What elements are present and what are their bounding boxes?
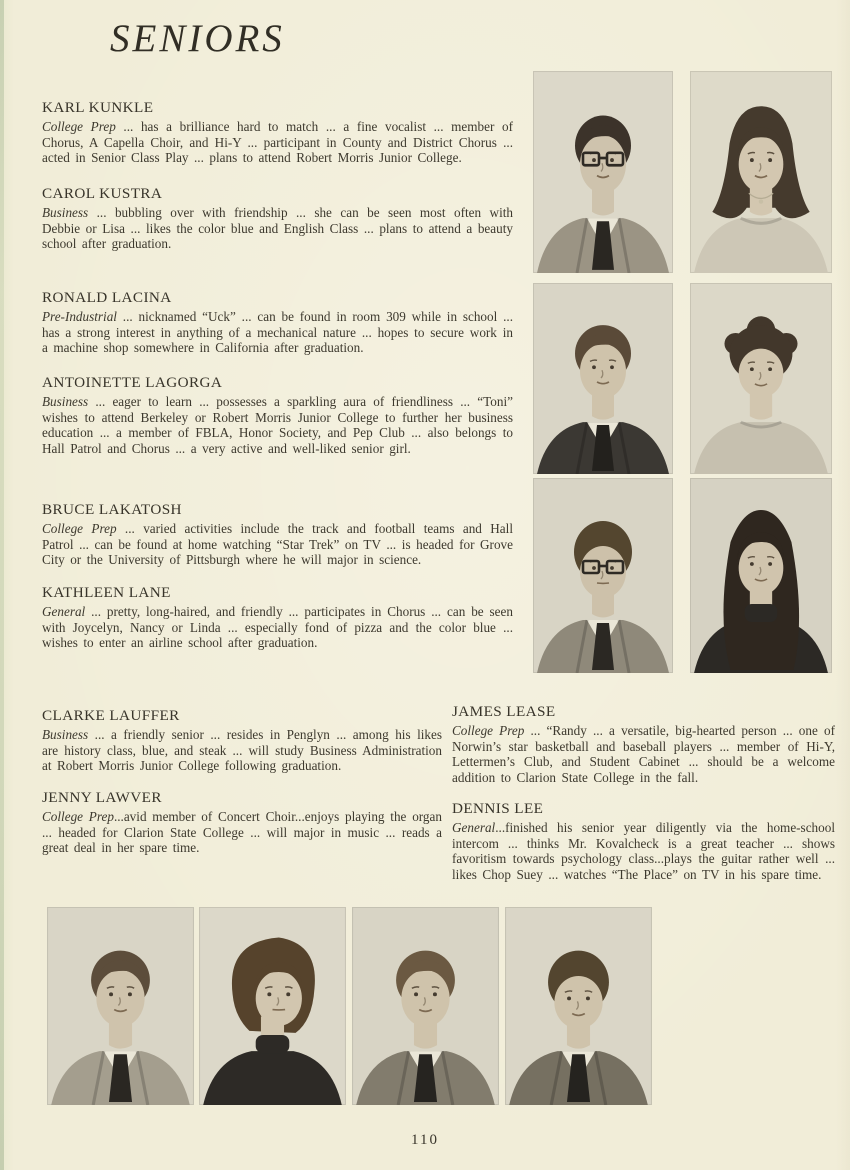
senior-entry-dennis-lee <box>452 800 835 882</box>
bio-text: ... a friendly senior ... resides in Penglyn ... among his likes are history class, blue, and steak ... will study Business Administration at Robert Morris Junior College following graduation. <box>42 727 442 774</box>
portrait-photo-bottom-2 <box>199 907 346 1105</box>
senior-bio <box>42 521 513 568</box>
senior-name: DENNIS LEE <box>452 800 544 817</box>
page-left-edge <box>0 0 4 1170</box>
senior-entry-kathleen-lane <box>42 584 513 651</box>
senior-bio <box>452 820 835 882</box>
senior-bio <box>42 394 513 456</box>
senior-name: JAMES LEASE <box>452 703 556 720</box>
senior-entry-karl-kunkle <box>42 99 513 166</box>
senior-bio <box>42 119 513 166</box>
senior-name: JENNY LAWVER <box>42 789 162 806</box>
curriculum-label: College Prep <box>452 723 525 738</box>
bio-text: ... has a brilliance hard to match ... a fine vocalist ... member of Chorus, A Capella Choir, and Hi-Y ... participant in County and District Chorus ... acted in Senior Class Play ... plans to attend Robert Morris Junior College. <box>42 119 513 166</box>
curriculum-label: Business <box>42 727 89 742</box>
portrait-photo-grid-3 <box>533 283 673 474</box>
senior-name: KATHLEEN LANE <box>42 584 171 601</box>
portrait-photo-grid-4 <box>690 283 832 474</box>
bio-text: ...finished his senior year diligently via the home-school intercom ... thinks Mr. Kovalcheck is a great teacher ... shows favoritism towards psychology class...plays the guitar rather well ... likes Chop Suey ... watches “The Place” on TV in his spare time. <box>452 820 835 882</box>
bio-text: ...avid member of Concert Choir...enjoys playing the organ ... headed for Clarion State College ... will major in music ... reads a great deal in her spare time. <box>42 809 442 856</box>
senior-name: CLARKE LAUFFER <box>42 707 180 724</box>
page-number: 110 <box>411 1132 439 1148</box>
senior-bio <box>42 205 513 252</box>
senior-bio <box>42 809 442 856</box>
curriculum-label: College Prep <box>42 521 117 536</box>
curriculum-label: Pre-Industrial <box>42 309 117 324</box>
curriculum-label: College Prep <box>42 119 116 134</box>
senior-entry-carol-kustra <box>42 185 513 252</box>
senior-entry-clarke-lauffer <box>42 707 442 774</box>
curriculum-label: General <box>452 820 496 835</box>
page-title: SENIORS <box>110 17 285 60</box>
senior-entry-antoinette-lagorga <box>42 374 513 456</box>
portrait-photo-grid-5 <box>533 478 673 673</box>
senior-entry-ronald-lacina <box>42 289 513 356</box>
portrait-photo-grid-1 <box>533 71 673 273</box>
senior-name: BRUCE LAKATOSH <box>42 501 182 518</box>
senior-bio <box>42 604 513 651</box>
senior-entry-jenny-lawver <box>42 789 442 856</box>
portrait-photo-bottom-4 <box>505 907 652 1105</box>
senior-entry-james-lease <box>452 703 835 785</box>
bio-text: ... varied activities include the track and football teams and Hall Patrol ... can be found at home watching “Star Trek” on TV ... is headed for Grove City or the University of Pittsburgh where he will major in science. <box>42 521 513 568</box>
portrait-photo-bottom-1 <box>47 907 194 1105</box>
senior-entry-bruce-lakatosh <box>42 501 513 568</box>
curriculum-label: Business <box>42 394 89 409</box>
senior-name: ANTOINETTE LAGORGA <box>42 374 223 391</box>
bio-text: ... nicknamed “Uck” ... can be found in room 309 while in school ... has a strong interest in anything of a mechanical nature ... hopes to secure work in a machine shop somewhere in California after graduation. <box>42 309 513 356</box>
bio-text: ... “Randy ... a versatile, big-hearted person ... one of Norwin’s star basketball and baseball players ... member of Hi-Y, Lettermen’s Club, and Student Cabinet ... should be a welcome addition to Clarion State College in the fall. <box>452 723 835 785</box>
portrait-photo-bottom-3 <box>352 907 499 1105</box>
portrait-photo-grid-6 <box>690 478 832 673</box>
bio-text: ... eager to learn ... possesses a sparkling aura of friendliness ... “Toni” wishes to attend Berkeley or Robert Morris Junior College to further her business education ... a member of FBLA, Honor Society, and Pep Club ... also belongs to Hall Patrol and Chorus ... a very active and well-liked senior girl. <box>42 394 513 456</box>
curriculum-label: Business <box>42 205 89 220</box>
curriculum-label: College Prep <box>42 809 114 824</box>
senior-name: CAROL KUSTRA <box>42 185 163 202</box>
senior-bio <box>42 727 442 774</box>
senior-bio <box>452 723 835 785</box>
bio-text: ... pretty, long-haired, and friendly ... participates in Chorus ... can be seen with Joycelyn, Nancy or Linda ... especially fond of pizza and the color blue ... wishes to enter an airline school after graduation. <box>42 604 513 651</box>
senior-bio <box>42 309 513 356</box>
curriculum-label: General <box>42 604 86 619</box>
bio-text: ... bubbling over with friendship ... she can be seen most often with Debbie or Lisa ... likes the color blue and English Class ... plans to attend a beauty school after graduation. <box>42 205 513 252</box>
senior-name: RONALD LACINA <box>42 289 172 306</box>
senior-name: KARL KUNKLE <box>42 99 154 116</box>
portrait-photo-grid-2 <box>690 71 832 273</box>
